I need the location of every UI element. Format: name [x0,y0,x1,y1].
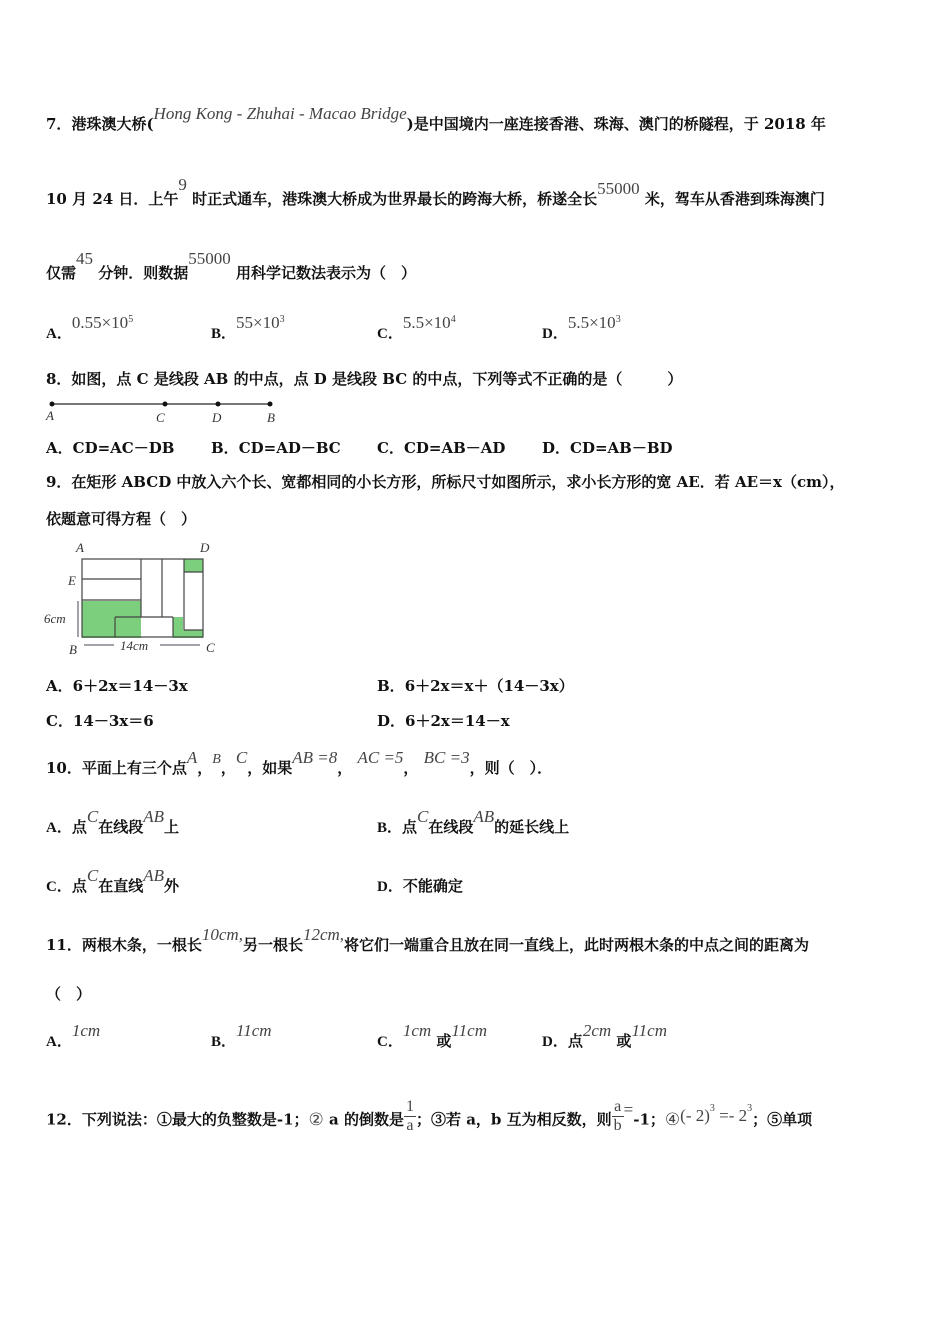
q11-option-c[interactable] [377,1021,487,1052]
option-value: 5.5×10 [567,313,616,332]
option-value: 11cm [236,1021,272,1040]
bridge-english-name: Hong Kong - Zhuhai - Macao Bridge [153,104,407,123]
option-label: C． [46,879,72,895]
fraction-a-over-b [612,1098,624,1135]
q7-data: 55000 [188,249,231,268]
denominator: b [613,1117,622,1134]
q7-text: )是中国境内一座连接香港、珠海、澳门的桥隧程，于 2018 年 [406,115,826,133]
option-text: CD=AD－BC [238,439,341,457]
option-text: CD=AC－DB [72,439,175,457]
stick-length-1: 10cm, [201,925,243,944]
point-b-label: B [267,410,275,425]
option-text: 点 [567,1032,583,1050]
or-text: 或 [616,1032,632,1050]
point-c-label: C [156,410,165,425]
option-label: D． [377,879,403,895]
numerator: 1 [405,1098,414,1115]
q7-number: 7． [46,115,72,133]
q8-line-segment-figure [40,396,300,426]
q9-option-d[interactable] [377,711,510,731]
q8-option-d[interactable] [542,438,673,458]
option-label: D． [377,712,406,730]
q11-option-a[interactable] [46,1021,101,1052]
ac-length: AC =5 [357,748,404,767]
q10-option-d[interactable] [377,876,463,897]
q7-text: 仅需 [46,264,77,282]
option-label: A． [46,1034,72,1050]
option-exponent: 3 [615,314,621,325]
figure-label-b: B [69,642,77,657]
q11-text-part: 11．两根木条，一根长 [46,936,202,954]
option-exponent: 3 [279,314,285,325]
q11-option-d[interactable] [542,1021,667,1052]
q7-hour: 9 [178,175,187,194]
option-label: D． [542,1034,568,1050]
q7-text: 分钟．则数据 [98,264,189,282]
option-text: 外 [164,877,180,895]
q11-option-b[interactable] [211,1021,272,1052]
q7-minutes: 45 [76,249,94,268]
option-text: 14－3x＝6 [72,712,154,730]
option-text: 的延长线上 [494,818,570,836]
q10-text-part: ，则（ ）． [469,759,553,777]
q10-option-c[interactable] [46,866,180,897]
numerator: a [612,1098,624,1117]
option-text: 6＋2x＝x＋（14－3x） [404,677,574,695]
point-c: C [417,807,429,826]
option-label: C． [377,1034,403,1050]
q7-line2 [46,175,825,209]
q7-line1 [46,104,826,134]
option-exponent: 4 [450,314,456,325]
comma: ， [220,759,236,777]
comma: ， [337,759,353,777]
option-text: 6＋2x＝14－x [405,712,510,730]
or-text: 或 [436,1032,452,1050]
segment-ab: AB [143,807,164,826]
option-label: C． [377,326,403,342]
option-text: 在线段 [98,818,144,836]
q12-text [46,1098,813,1139]
power-expression: =- 2 [714,1105,748,1125]
q11-text-line1 [46,925,810,955]
option-text: 点 [71,877,87,895]
option-value: 0.55×10 [71,313,129,332]
circled-2: ② [308,1109,324,1129]
option-label: D． [542,439,571,457]
q10-option-b[interactable] [377,807,570,838]
ab-length: AB =8 [292,748,338,767]
figure-label-d: D [200,540,210,555]
q8-option-a[interactable] [46,438,174,458]
exponent: 3 [747,1102,753,1114]
option-value: 5.5×10 [402,313,451,332]
power-expression: (- 2) [680,1105,710,1125]
figure-height-label: 6cm [44,611,66,626]
q9-option-a[interactable] [46,676,188,696]
q11-text-part: 另一根长 [242,936,303,954]
q12-text-part: ；⑤单项 [752,1110,813,1129]
option-value: 2cm [582,1021,612,1040]
q9-rectangle-figure [40,535,240,660]
option-label: B． [377,677,405,695]
option-value: 11cm [631,1021,667,1040]
option-label: A． [46,677,73,695]
option-text: 在线段 [428,818,474,836]
option-label: C． [377,439,404,457]
q7-length: 55000 [597,179,640,198]
point-c: C [86,807,99,826]
option-label: A． [46,820,72,836]
fraction-1-over-a [404,1098,416,1135]
comma: ， [403,759,419,777]
option-value: 55×10 [236,313,280,332]
figure-label-a: A [76,540,84,555]
q9-option-c[interactable] [46,711,154,731]
option-label: A． [46,439,73,457]
q7-text: 用科学记数法表示为（ ） [236,264,417,282]
option-exponent: 5 [128,314,134,325]
option-value: 11cm [451,1021,487,1040]
point-a: A [186,748,198,767]
bc-length: BC =3 [423,748,470,767]
q7-text: 时正式通车，港珠澳大桥成为世界最长的跨海大桥，桥遂全长 [192,190,598,208]
q9-text-line2: 依题意可得方程（ ） [46,510,197,528]
option-text: CD=AB－AD [403,439,506,457]
circled-4: ④ [664,1109,681,1129]
option-label: C． [46,712,73,730]
q8-option-c[interactable] [377,438,505,458]
point-c: C [235,748,248,767]
q8-option-b[interactable] [211,438,341,458]
denominator: a [406,1117,414,1134]
option-text: 在直线 [98,877,144,895]
exponent: 3 [709,1102,715,1114]
q9-text-line1: 9．在矩形 ABCD 中放入六个长、宽都相同的小长方形，所标尺寸如图所示，求小长方形的宽 AE．若 AE＝x（cm）， [46,473,845,491]
option-label: A． [46,326,72,342]
line-ab: AB [143,866,164,885]
figure-label-c: C [206,640,215,655]
option-text: 点 [402,818,418,836]
option-text: CD=AB－BD [570,439,673,457]
segment-ab: AB [473,807,495,826]
q7-line3 [46,249,417,283]
equals-sign: = [623,1099,634,1119]
option-text: 点 [71,818,87,836]
q11-text-line2: （ ） [46,985,92,1003]
q11-text-part: 将它们一端重合且放在同一直线上，此时两根木条的中点之间的距离为 [344,936,810,954]
q8-text: 8．如图，点 C 是线段 AB 的中点，点 D 是线段 BC 的中点，下列等式不正确的是（ ） [46,370,683,388]
option-label: D． [542,326,568,342]
point-d-label: D [212,410,222,425]
q10-text-part: 10．平面上有三个点 [46,759,187,777]
point-a-label: A [46,408,54,423]
q9-option-b[interactable] [377,676,574,696]
q12-text-part: -1； [633,1110,665,1129]
option-text: 不能确定 [402,877,463,895]
q10-option-a[interactable] [46,807,180,838]
q12-text-part: 12．下列说法：①最大的负整数是-1； [46,1110,309,1129]
q7-text: 港珠澳大桥( [71,115,154,133]
q10-text [46,748,553,780]
q7-text: 米，驾车从香港到珠海澳门 [644,190,825,208]
option-label: B． [377,820,403,836]
stick-length-2: 12cm, [302,925,345,944]
q12-text-part: ；③若 a，b 互为相反数，则 [415,1110,612,1129]
option-value: 1cm [402,1021,432,1040]
option-text: 6＋2x＝14－3x [72,677,188,695]
option-value: 1cm [71,1021,101,1040]
option-label: B． [211,326,237,342]
figure-label-e: E [68,573,76,588]
q7-text: 10 月 24 日．上午 [46,190,179,208]
option-label: B． [211,1034,237,1050]
q10-text-part: ，如果 [247,759,293,777]
option-text: 上 [164,818,180,836]
figure-width-label: 14cm [120,638,149,653]
point-c: C [86,866,99,885]
point-b: B [212,752,221,767]
comma: ， [197,759,213,777]
option-label: B． [211,439,239,457]
q12-text-part: a 的倒数是 [329,1110,404,1129]
